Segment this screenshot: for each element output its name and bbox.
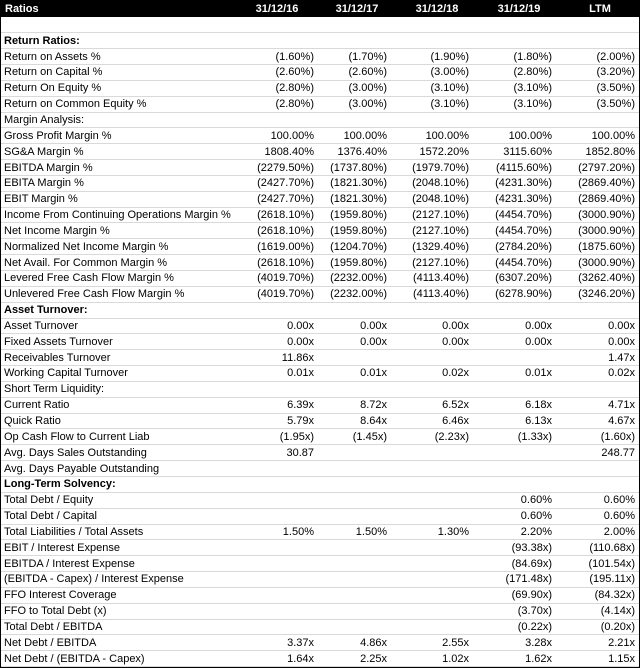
row-value: (2618.10%) xyxy=(237,207,317,223)
row-value xyxy=(237,381,317,397)
row-value: (4454.70%) xyxy=(477,207,561,223)
row-label: EBITDA Margin % xyxy=(1,160,237,176)
table-row xyxy=(1,286,639,302)
table-row xyxy=(1,96,639,112)
row-value xyxy=(397,350,477,366)
row-value xyxy=(477,17,561,33)
header-period: 31/12/17 xyxy=(335,3,379,15)
table-header xyxy=(1,1,639,17)
row-value xyxy=(317,302,397,318)
row-value: (2127.10%) xyxy=(397,207,477,223)
row-value: (2869.40%) xyxy=(561,175,639,191)
table-row xyxy=(1,366,639,382)
row-value: 2.00% xyxy=(561,524,639,540)
row-value xyxy=(317,112,397,128)
row-value: 100.00% xyxy=(477,128,561,144)
row-value: (2048.10%) xyxy=(397,191,477,207)
row-label: Receivables Turnover xyxy=(1,350,237,366)
row-value: (1821.30%) xyxy=(317,191,397,207)
table-row xyxy=(1,445,639,461)
row-value xyxy=(397,587,477,603)
row-value: (93.38x) xyxy=(477,540,561,556)
table-row xyxy=(1,175,639,191)
row-value: 0.00x xyxy=(317,334,397,350)
row-label: Total Debt / Capital xyxy=(1,508,237,524)
row-value xyxy=(397,476,477,492)
table-row xyxy=(1,461,639,477)
row-value: 1.64x xyxy=(237,651,317,667)
row-value: (4115.60%) xyxy=(477,160,561,176)
row-value: 30.87 xyxy=(237,445,317,461)
row-value: (2427.70%) xyxy=(237,175,317,191)
row-value: (2797.20%) xyxy=(561,160,639,176)
row-label: Net Avail. For Common Margin % xyxy=(1,255,237,271)
row-value: 0.01x xyxy=(237,366,317,382)
row-value: 0.00x xyxy=(561,334,639,350)
row-value: (3.00%) xyxy=(397,65,477,81)
row-value xyxy=(237,540,317,556)
table-row xyxy=(1,635,639,651)
row-value xyxy=(237,587,317,603)
row-value: (2.23x) xyxy=(397,429,477,445)
row-label: Fixed Assets Turnover xyxy=(1,334,237,350)
row-value: (2127.10%) xyxy=(397,223,477,239)
row-value xyxy=(317,587,397,603)
row-value: (2.60%) xyxy=(237,65,317,81)
row-value: 100.00% xyxy=(317,128,397,144)
row-value: (1.70%) xyxy=(317,49,397,65)
row-label: Short Term Liquidity: xyxy=(1,381,237,397)
row-value: (1.80%) xyxy=(477,49,561,65)
row-value: (4454.70%) xyxy=(477,255,561,271)
row-value: (4113.40%) xyxy=(397,271,477,287)
table-row xyxy=(1,651,639,667)
row-value: (3.00%) xyxy=(317,80,397,96)
table-row xyxy=(1,271,639,287)
row-value: (4113.40%) xyxy=(397,286,477,302)
section-header-row xyxy=(1,476,639,492)
row-value: 6.52x xyxy=(397,397,477,413)
row-value: (84.69x) xyxy=(477,556,561,572)
row-value xyxy=(397,556,477,572)
row-value xyxy=(397,508,477,524)
row-value: 100.00% xyxy=(561,128,639,144)
row-value: (4454.70%) xyxy=(477,223,561,239)
header-period: 31/12/19 xyxy=(497,3,541,15)
row-label xyxy=(1,17,237,33)
table-row xyxy=(1,318,639,334)
row-value: 0.60% xyxy=(561,508,639,524)
row-value xyxy=(237,112,317,128)
row-value: 3115.60% xyxy=(477,144,561,160)
row-value: 5.79x xyxy=(237,413,317,429)
row-value: 4.86x xyxy=(317,635,397,651)
row-value: 0.60% xyxy=(561,492,639,508)
row-value: 0.00x xyxy=(561,318,639,334)
row-value: 4.71x xyxy=(561,397,639,413)
table-row xyxy=(1,255,639,271)
row-value: 1376.40% xyxy=(317,144,397,160)
row-value: (2279.50%) xyxy=(237,160,317,176)
header-row xyxy=(1,1,639,17)
table-row xyxy=(1,524,639,540)
ratios-table xyxy=(1,1,639,667)
table-row xyxy=(1,80,639,96)
row-value: (1.95x) xyxy=(237,429,317,445)
row-value xyxy=(317,492,397,508)
row-value: 100.00% xyxy=(397,128,477,144)
row-value: 6.39x xyxy=(237,397,317,413)
row-value xyxy=(237,476,317,492)
row-value: 0.00x xyxy=(237,318,317,334)
row-value: (2784.20%) xyxy=(477,239,561,255)
row-value: (3.20%) xyxy=(561,65,639,81)
row-value xyxy=(237,492,317,508)
row-label: Margin Analysis: xyxy=(1,112,237,128)
row-value xyxy=(397,492,477,508)
row-value: (1821.30%) xyxy=(317,175,397,191)
row-value xyxy=(317,350,397,366)
row-value xyxy=(317,33,397,49)
row-value: (3.50%) xyxy=(561,80,639,96)
table-row xyxy=(1,239,639,255)
row-value: 0.01x xyxy=(477,366,561,382)
row-label: EBIT Margin % xyxy=(1,191,237,207)
row-label: EBITDA / Interest Expense xyxy=(1,556,237,572)
table-row xyxy=(1,429,639,445)
row-label: Asset Turnover xyxy=(1,318,237,334)
row-value: 0.60% xyxy=(477,508,561,524)
table-row xyxy=(1,556,639,572)
row-value xyxy=(397,461,477,477)
row-value: (4019.70%) xyxy=(237,271,317,287)
row-value xyxy=(561,476,639,492)
row-value xyxy=(397,381,477,397)
row-value: (2.80%) xyxy=(477,65,561,81)
row-label: Long-Term Solvency: xyxy=(1,476,237,492)
row-label: Working Capital Turnover xyxy=(1,366,237,382)
row-value xyxy=(237,603,317,619)
row-value: 1.30% xyxy=(397,524,477,540)
row-label: Total Debt / Equity xyxy=(1,492,237,508)
row-value xyxy=(237,33,317,49)
row-value: 2.25x xyxy=(317,651,397,667)
row-value: 248.77 xyxy=(561,445,639,461)
row-value xyxy=(477,33,561,49)
row-value: 0.01x xyxy=(317,366,397,382)
section-header-row xyxy=(1,33,639,49)
row-value: (6278.90%) xyxy=(477,286,561,302)
table-row xyxy=(1,413,639,429)
row-value: (171.48x) xyxy=(477,572,561,588)
row-value: 2.20% xyxy=(477,524,561,540)
row-value: (2232.00%) xyxy=(317,286,397,302)
row-label: Asset Turnover: xyxy=(1,302,237,318)
row-value: 6.46x xyxy=(397,413,477,429)
row-value xyxy=(397,112,477,128)
row-value: 8.64x xyxy=(317,413,397,429)
row-value xyxy=(561,302,639,318)
row-value xyxy=(317,17,397,33)
row-value xyxy=(237,17,317,33)
row-value: (3.00%) xyxy=(317,96,397,112)
row-label: Return on Capital % xyxy=(1,65,237,81)
row-value xyxy=(561,381,639,397)
row-value: (3.50%) xyxy=(561,96,639,112)
row-label: EBIT / Interest Expense xyxy=(1,540,237,556)
row-value: (2232.00%) xyxy=(317,271,397,287)
row-value: 0.00x xyxy=(477,318,561,334)
table-body xyxy=(1,17,639,667)
row-value xyxy=(237,556,317,572)
row-value xyxy=(317,381,397,397)
row-value: (3000.90%) xyxy=(561,207,639,223)
row-value: (3.10%) xyxy=(477,80,561,96)
row-value: 1.15x xyxy=(561,651,639,667)
row-value xyxy=(237,461,317,477)
row-value xyxy=(477,476,561,492)
row-value: 0.02x xyxy=(561,366,639,382)
row-value: (1959.80%) xyxy=(317,207,397,223)
row-value: (2618.10%) xyxy=(237,223,317,239)
row-value: (4231.30%) xyxy=(477,191,561,207)
row-value xyxy=(477,112,561,128)
row-value xyxy=(397,33,477,49)
row-label: Total Liabilities / Total Assets xyxy=(1,524,237,540)
row-value xyxy=(237,508,317,524)
row-label: SG&A Margin % xyxy=(1,144,237,160)
row-value: (1.60x) xyxy=(561,429,639,445)
row-value: (2127.10%) xyxy=(397,255,477,271)
row-value: 0.60% xyxy=(477,492,561,508)
row-value xyxy=(397,619,477,635)
row-value xyxy=(237,572,317,588)
row-label: FFO to Total Debt (x) xyxy=(1,603,237,619)
row-value xyxy=(317,540,397,556)
row-value: (1.60%) xyxy=(237,49,317,65)
row-value: (0.20x) xyxy=(561,619,639,635)
table-row xyxy=(1,49,639,65)
row-label: Return on Assets % xyxy=(1,49,237,65)
row-value: 6.13x xyxy=(477,413,561,429)
row-value: 1.62x xyxy=(477,651,561,667)
row-value: 0.02x xyxy=(397,366,477,382)
row-value: (69.90x) xyxy=(477,587,561,603)
row-value: (2869.40%) xyxy=(561,191,639,207)
table-row xyxy=(1,334,639,350)
row-value: (1959.80%) xyxy=(317,255,397,271)
row-label: EBITA Margin % xyxy=(1,175,237,191)
row-label: Avg. Days Sales Outstanding xyxy=(1,445,237,461)
table-row xyxy=(1,207,639,223)
row-value: (1329.40%) xyxy=(397,239,477,255)
row-value: (3000.90%) xyxy=(561,255,639,271)
row-value: (4.14x) xyxy=(561,603,639,619)
table-row xyxy=(1,619,639,635)
row-label: FFO Interest Coverage xyxy=(1,587,237,603)
row-value xyxy=(397,17,477,33)
row-label: Return on Common Equity % xyxy=(1,96,237,112)
row-value: (1619.00%) xyxy=(237,239,317,255)
row-value: 1.02x xyxy=(397,651,477,667)
row-label: Normalized Net Income Margin % xyxy=(1,239,237,255)
header-period: LTM xyxy=(589,3,611,15)
table-row xyxy=(1,603,639,619)
row-value: 0.00x xyxy=(477,334,561,350)
row-value xyxy=(477,350,561,366)
row-value: (1979.70%) xyxy=(397,160,477,176)
table-row xyxy=(1,191,639,207)
row-label: Op Cash Flow to Current Liab xyxy=(1,429,237,445)
row-value xyxy=(561,112,639,128)
table-row xyxy=(1,381,639,397)
row-value xyxy=(317,619,397,635)
section-header-row xyxy=(1,302,639,318)
row-value: (1204.70%) xyxy=(317,239,397,255)
row-value: 0.00x xyxy=(237,334,317,350)
row-value: (1737.80%) xyxy=(317,160,397,176)
table-row xyxy=(1,492,639,508)
row-value: (1875.60%) xyxy=(561,239,639,255)
row-value xyxy=(477,445,561,461)
row-value: (2.00%) xyxy=(561,49,639,65)
row-value xyxy=(477,381,561,397)
row-value xyxy=(477,302,561,318)
row-value xyxy=(397,302,477,318)
row-value xyxy=(397,445,477,461)
row-value: (2427.70%) xyxy=(237,191,317,207)
row-label: Quick Ratio xyxy=(1,413,237,429)
row-value xyxy=(397,603,477,619)
table-row xyxy=(1,508,639,524)
row-value: 1.50% xyxy=(237,524,317,540)
row-value xyxy=(237,302,317,318)
row-value xyxy=(317,556,397,572)
table-row xyxy=(1,144,639,160)
row-value: (101.54x) xyxy=(561,556,639,572)
row-value: (2.80%) xyxy=(237,96,317,112)
row-value: (84.32x) xyxy=(561,587,639,603)
header-label: Ratios xyxy=(5,3,39,15)
row-value: (110.68x) xyxy=(561,540,639,556)
row-value: (2.80%) xyxy=(237,80,317,96)
row-value: (6307.20%) xyxy=(477,271,561,287)
row-value: 0.00x xyxy=(317,318,397,334)
row-value: 0.00x xyxy=(397,318,477,334)
row-value: 3.37x xyxy=(237,635,317,651)
row-value: (2048.10%) xyxy=(397,175,477,191)
row-value xyxy=(317,572,397,588)
row-value: 1572.20% xyxy=(397,144,477,160)
row-value: (2618.10%) xyxy=(237,255,317,271)
row-value: 8.72x xyxy=(317,397,397,413)
row-label: Gross Profit Margin % xyxy=(1,128,237,144)
row-value xyxy=(561,461,639,477)
row-value: 11.86x xyxy=(237,350,317,366)
row-value xyxy=(317,476,397,492)
row-label: Avg. Days Payable Outstanding xyxy=(1,461,237,477)
row-label: Income From Continuing Operations Margin % xyxy=(1,207,237,223)
row-value: (3000.90%) xyxy=(561,223,639,239)
row-value: (3.10%) xyxy=(397,96,477,112)
row-value: 6.18x xyxy=(477,397,561,413)
row-label: Net Debt / EBITDA xyxy=(1,635,237,651)
table-row xyxy=(1,160,639,176)
row-value: (3262.40%) xyxy=(561,271,639,287)
row-value xyxy=(561,17,639,33)
row-value: (195.11x) xyxy=(561,572,639,588)
row-value: 3.28x xyxy=(477,635,561,651)
row-value: (2.60%) xyxy=(317,65,397,81)
table-row xyxy=(1,223,639,239)
row-value xyxy=(317,603,397,619)
row-value: 1.50% xyxy=(317,524,397,540)
row-label: (EBITDA - Capex) / Interest Expense xyxy=(1,572,237,588)
table-row xyxy=(1,572,639,588)
row-label: Current Ratio xyxy=(1,397,237,413)
table-row xyxy=(1,350,639,366)
row-value: (1.33x) xyxy=(477,429,561,445)
row-label: Net Debt / (EBITDA - Capex) xyxy=(1,651,237,667)
row-value: (1.45x) xyxy=(317,429,397,445)
row-value xyxy=(561,33,639,49)
row-value xyxy=(397,540,477,556)
header-period: 31/12/16 xyxy=(255,3,299,15)
row-value: (3.10%) xyxy=(397,80,477,96)
row-value: (1959.80%) xyxy=(317,223,397,239)
row-value: 100.00% xyxy=(237,128,317,144)
table-row xyxy=(1,112,639,128)
row-value: 0.00x xyxy=(397,334,477,350)
row-label: Return On Equity % xyxy=(1,80,237,96)
row-value xyxy=(317,445,397,461)
row-label: Unlevered Free Cash Flow Margin % xyxy=(1,286,237,302)
row-value: (3.70x) xyxy=(477,603,561,619)
row-value: 2.21x xyxy=(561,635,639,651)
table-row xyxy=(1,397,639,413)
table-row xyxy=(1,128,639,144)
row-value: (3246.20%) xyxy=(561,286,639,302)
row-value: 1808.40% xyxy=(237,144,317,160)
row-value: (4019.70%) xyxy=(237,286,317,302)
row-value: (4231.30%) xyxy=(477,175,561,191)
row-value xyxy=(477,461,561,477)
row-label: Levered Free Cash Flow Margin % xyxy=(1,271,237,287)
row-value: (3.10%) xyxy=(477,96,561,112)
table-row xyxy=(1,540,639,556)
row-value: 4.67x xyxy=(561,413,639,429)
row-value xyxy=(317,461,397,477)
row-value: 1852.80% xyxy=(561,144,639,160)
header-period: 31/12/18 xyxy=(415,3,459,15)
table-row xyxy=(1,587,639,603)
row-label: Return Ratios: xyxy=(1,33,237,49)
row-label: Net Income Margin % xyxy=(1,223,237,239)
row-value xyxy=(237,619,317,635)
row-value xyxy=(397,572,477,588)
row-value: 1.47x xyxy=(561,350,639,366)
table-row xyxy=(1,65,639,81)
row-value: (0.22x) xyxy=(477,619,561,635)
row-value: (1.90%) xyxy=(397,49,477,65)
row-label: Total Debt / EBITDA xyxy=(1,619,237,635)
row-value: 2.55x xyxy=(397,635,477,651)
row-value xyxy=(317,508,397,524)
table-row xyxy=(1,17,639,33)
